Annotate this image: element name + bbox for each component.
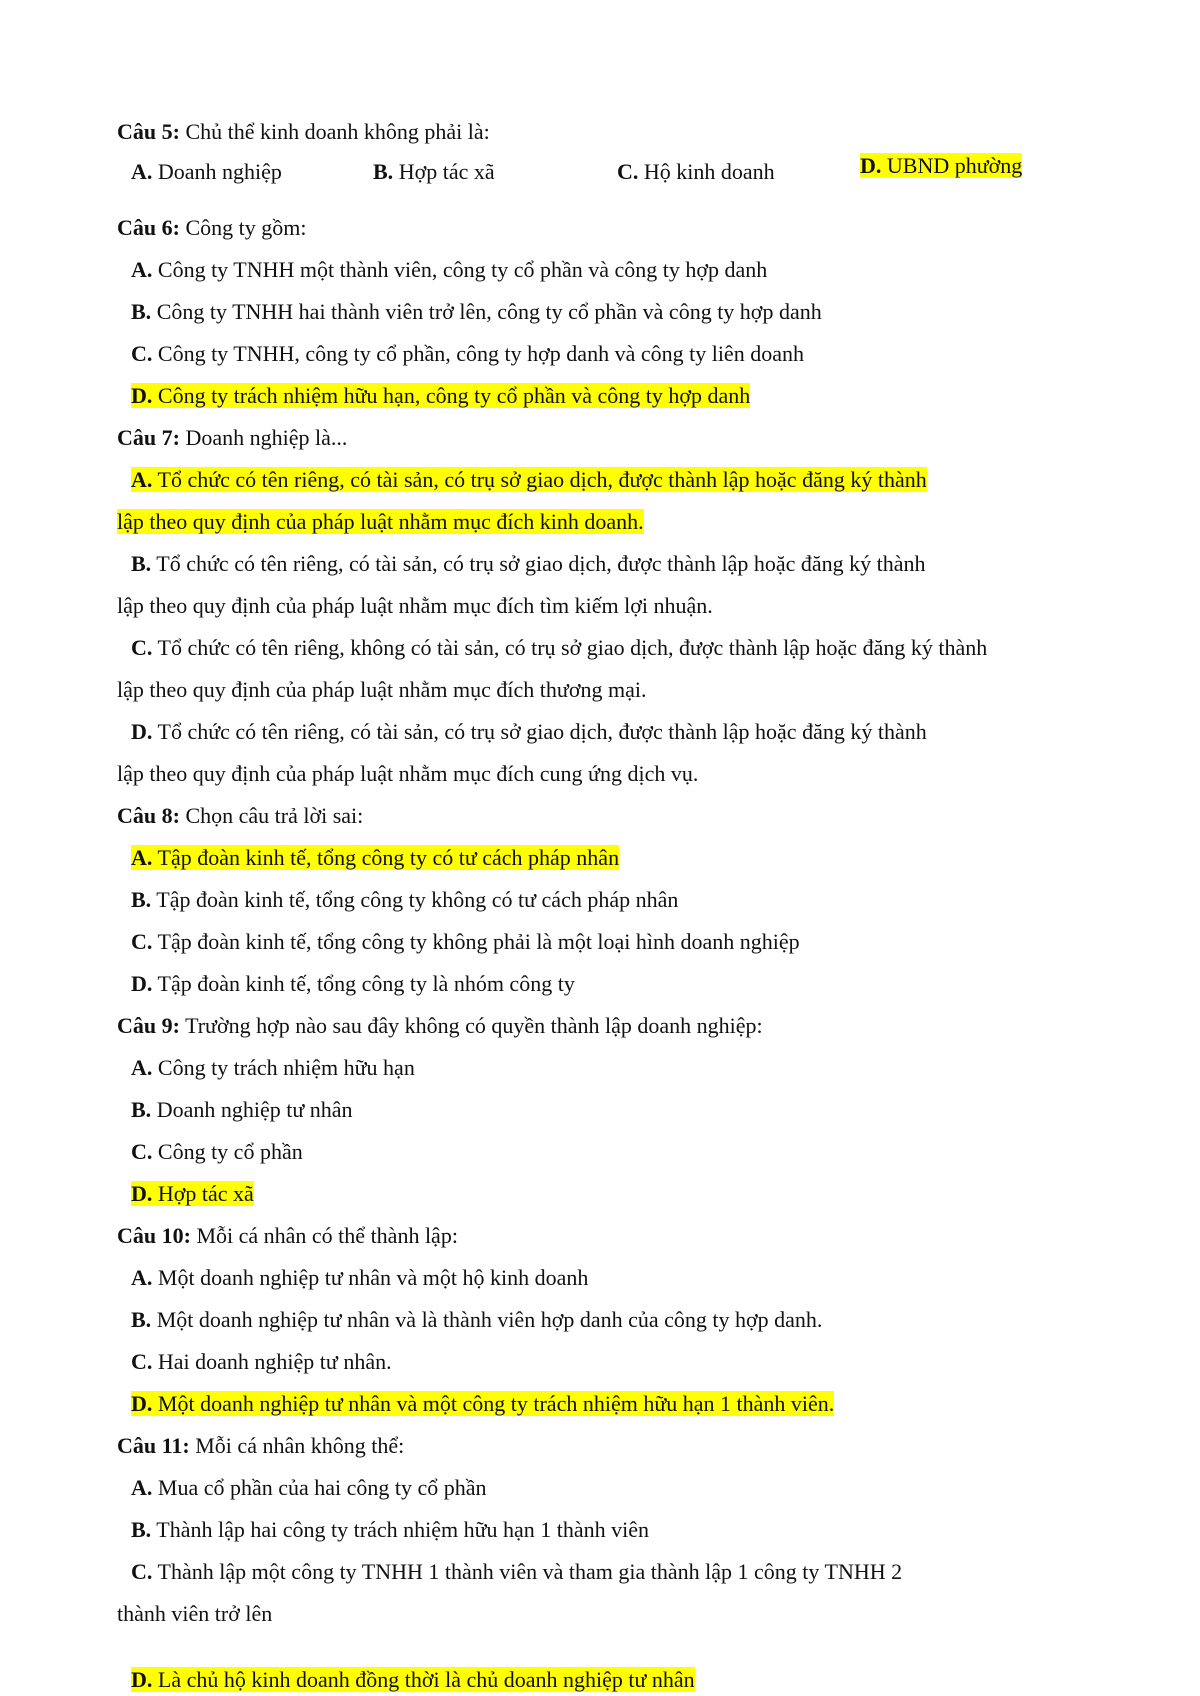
option-7b-cont: lập theo quy định của pháp luật nhằm mục đích tìm kiếm lợi nhuận. bbox=[117, 593, 713, 618]
highlighted-answer: D. UBND phường bbox=[860, 153, 1023, 178]
option-9c: C. Công ty cổ phần bbox=[131, 1139, 303, 1164]
highlighted-answer: D. Công ty trách nhiệm hữu hạn, công ty cổ phần và công ty hợp danh bbox=[131, 383, 751, 408]
option-10b: B. Một doanh nghiệp tư nhân và là thành viên hợp danh của công ty hợp danh. bbox=[131, 1307, 823, 1332]
question-text: Chọn câu trả lời sai: bbox=[185, 803, 364, 828]
option-11c: C. Thành lập một công ty TNHH 1 thành viên và tham gia thành lập 1 công ty TNHH 2 bbox=[131, 1559, 903, 1584]
option-10a: A. Một doanh nghiệp tư nhân và một hộ kinh doanh bbox=[131, 1265, 589, 1290]
option-7a-answer bbox=[131, 466, 927, 494]
question-7 bbox=[117, 424, 347, 452]
question-9 bbox=[117, 1012, 763, 1040]
option-5b: B. Hợp tác xã bbox=[373, 159, 495, 184]
option-9b: B. Doanh nghiệp tư nhân bbox=[131, 1097, 353, 1122]
option-11b: B. Thành lập hai công ty trách nhiệm hữu hạn 1 thành viên bbox=[131, 1517, 650, 1542]
highlighted-answer: A. Tổ chức có tên riêng, có tài sản, có trụ sở giao dịch, được thành lập hoặc đăng ký thành bbox=[131, 467, 927, 492]
question-number: Câu 11: bbox=[117, 1433, 190, 1458]
option-8a-answer bbox=[131, 844, 619, 872]
option-9a: A. Công ty trách nhiệm hữu hạn bbox=[131, 1055, 415, 1080]
question-text: Doanh nghiệp là... bbox=[185, 425, 348, 450]
option-11d-answer bbox=[131, 1666, 695, 1694]
question-number: Câu 5: bbox=[117, 119, 180, 144]
option-7c-cont: lập theo quy định của pháp luật nhằm mục đích thương mại. bbox=[117, 677, 647, 702]
option-7d: D. Tổ chức có tên riêng, có tài sản, có trụ sở giao dịch, được thành lập hoặc đăng ký thành bbox=[131, 719, 927, 744]
question-8 bbox=[117, 802, 363, 830]
question-number: Câu 6: bbox=[117, 215, 180, 240]
option-7d-cont: lập theo quy định của pháp luật nhằm mục đích cung ứng dịch vụ. bbox=[117, 761, 699, 786]
highlighted-answer: A. Tập đoàn kinh tế, tổng công ty có tư cách pháp nhân bbox=[131, 845, 620, 870]
option-7a-answer-cont bbox=[117, 508, 644, 536]
option-10c: C. Hai doanh nghiệp tư nhân. bbox=[131, 1349, 392, 1374]
question-11 bbox=[117, 1432, 404, 1460]
option-8d: D. Tập đoàn kinh tế, tổng công ty là nhóm công ty bbox=[131, 971, 575, 996]
option-11c-cont: thành viên trở lên bbox=[117, 1601, 273, 1626]
question-text: Chủ thể kinh doanh không phải là: bbox=[185, 119, 490, 144]
question-6 bbox=[117, 214, 306, 242]
question-text: Trường hợp nào sau đây không có quyền thành lập doanh nghiệp: bbox=[185, 1013, 763, 1038]
option-5d-answer bbox=[860, 152, 1022, 180]
option-9d-answer bbox=[131, 1180, 254, 1208]
question-number: Câu 7: bbox=[117, 425, 180, 450]
option-6b: B. Công ty TNHH hai thành viên trở lên, công ty cổ phần và công ty hợp danh bbox=[131, 299, 822, 324]
option-8c: C. Tập đoàn kinh tế, tổng công ty không phải là một loại hình doanh nghiệp bbox=[131, 929, 800, 954]
option-5a: A. Doanh nghiệp bbox=[131, 159, 282, 184]
option-7b: B. Tổ chức có tên riêng, có tài sản, có trụ sở giao dịch, được thành lập hoặc đăng ký thành bbox=[131, 551, 926, 576]
question-number: Câu 10: bbox=[117, 1223, 191, 1248]
question-text: Mỗi cá nhân không thể: bbox=[195, 1433, 405, 1458]
question-5 bbox=[117, 118, 490, 146]
highlighted-answer: D. Một doanh nghiệp tư nhân và một công ty trách nhiệm hữu hạn 1 thành viên. bbox=[131, 1391, 835, 1416]
question-number: Câu 8: bbox=[117, 803, 180, 828]
option-6a: A. Công ty TNHH một thành viên, công ty cổ phần và công ty hợp danh bbox=[131, 257, 768, 282]
option-8b: B. Tập đoàn kinh tế, tổng công ty không có tư cách pháp nhân bbox=[131, 887, 679, 912]
option-7c: C. Tổ chức có tên riêng, không có tài sản, có trụ sở giao dịch, được thành lập hoặc đăng ký thành bbox=[131, 635, 988, 660]
highlighted-answer: lập theo quy định của pháp luật nhằm mục đích kinh doanh. bbox=[117, 509, 644, 534]
option-10d-answer bbox=[131, 1390, 834, 1418]
question-10 bbox=[117, 1222, 458, 1250]
question-text: Công ty gồm: bbox=[185, 215, 307, 240]
option-6d-answer bbox=[131, 382, 750, 410]
question-number: Câu 9: bbox=[117, 1013, 180, 1038]
highlighted-answer: D. Là chủ hộ kinh doanh đồng thời là chủ doanh nghiệp tư nhân bbox=[131, 1667, 695, 1692]
option-6c: C. Công ty TNHH, công ty cổ phần, công ty hợp danh và công ty liên doanh bbox=[131, 341, 804, 366]
highlighted-answer: D. Hợp tác xã bbox=[131, 1181, 254, 1206]
question-text: Mỗi cá nhân có thể thành lập: bbox=[196, 1223, 458, 1248]
option-5c: C. Hộ kinh doanh bbox=[617, 159, 775, 184]
option-11a: A. Mua cổ phần của hai công ty cổ phần bbox=[131, 1475, 487, 1500]
